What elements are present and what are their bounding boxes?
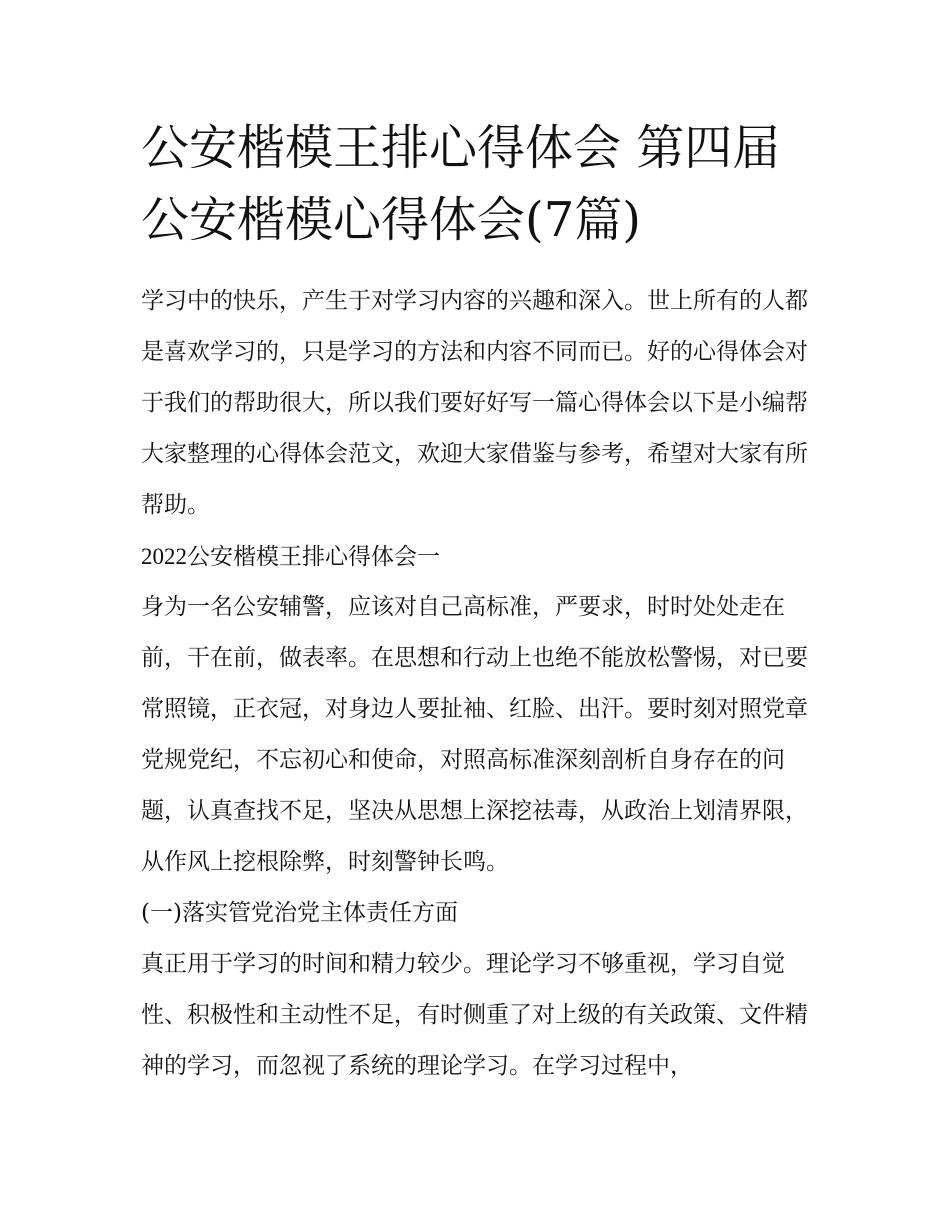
document-body [141,276,821,1092]
subsection-paragraph: 真正用于学习的时间和精力较少。理论学习不够重视，学习自觉性、积极性和主动性不足，有时侧重了对上级的有关政策、文件精神的学习，而忽视了系统的理论学习。在学习过程中， [141,951,808,1079]
intro-paragraph: 学习中的快乐，产生于对学习内容的兴趣和深入。世上所有的人都是喜欢学习的，只是学习的方法和内容不同而已。好的心得体会对于我们的帮助很大，所以我们要好好写一篇心得体会以下是小编帮大家整理的心得体会范文，欢迎大家借鉴与参考，希望对大家有所帮助。 [141,288,808,518]
title-line-1: 公安楷模王排心得体会 第四届 [141,120,781,176]
subsection-heading: (一)落实管党治党主体责任方面 [141,900,458,926]
section-heading: 2022公安楷模王排心得体会一 [141,544,440,569]
document-title [141,112,821,256]
section-paragraph: 身为一名公安辅警，应该对自己高标准，严要求，时时处处走在前，干在前，做表率。在思想和行动上也绝不能放松警惕，对已要常照镜，正衣冠，对身边人要扯袖、红脸、出汗。要时刻对照党章党规党纪，不忘初心和使命，对照高标准深刻剖析自身存在的问题，认真查找不足，坚决从思想上深挖祛毒，从政治上划清界限，从作风上挖根除弊，时刻警钟长鸣。 [141,594,808,875]
document-page [141,112,821,1092]
title-line-2: 公安楷模心得体会(7篇) [141,192,641,248]
